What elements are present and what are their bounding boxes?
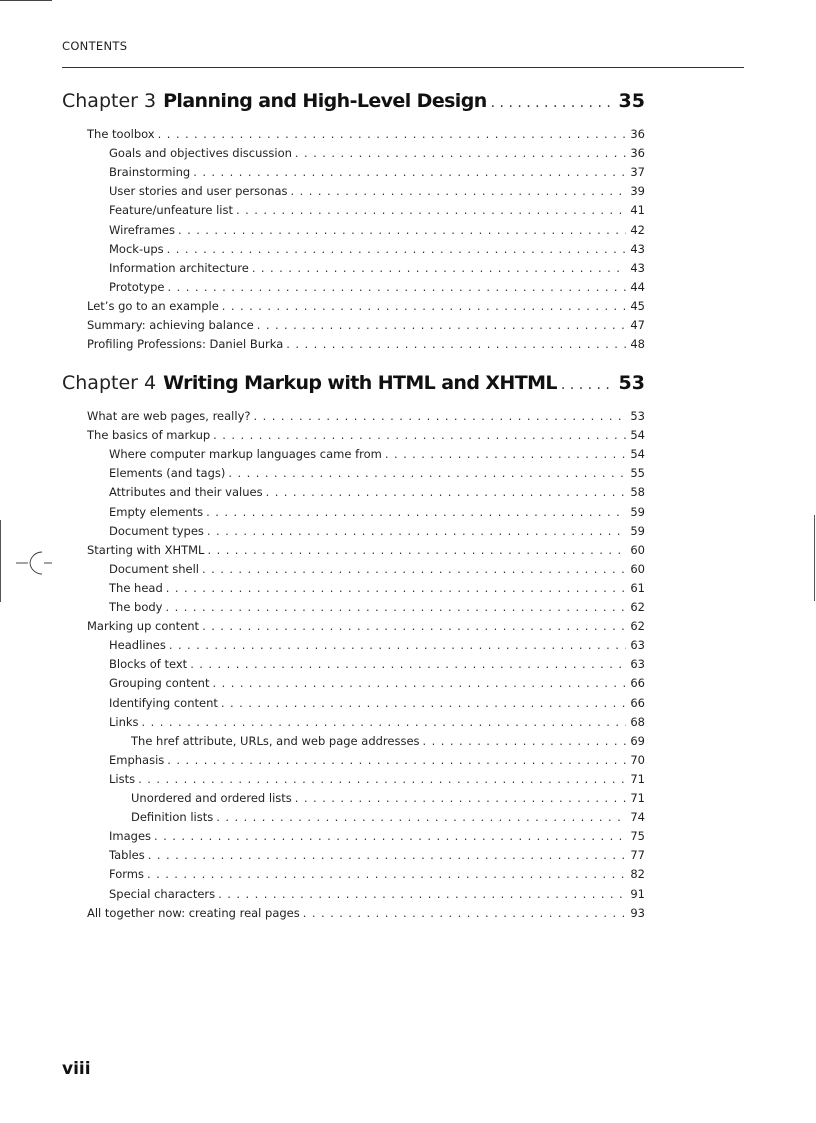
toc-entry-title: Prototype (109, 279, 165, 294)
dot-leader (257, 316, 627, 335)
dot-leader (142, 713, 627, 732)
toc-entry-page: 55 (630, 466, 645, 481)
toc-entry-page: 66 (630, 695, 645, 710)
toc-entry[interactable] (109, 240, 645, 259)
toc-entry[interactable] (109, 751, 645, 770)
dot-leader (286, 335, 626, 354)
toc-entry-title: Feature/unfeature list (109, 203, 233, 218)
toc-entry-title: Mock-ups (109, 241, 164, 256)
toc-entry-title: Elements (and tags) (109, 466, 226, 481)
dot-leader (266, 483, 627, 502)
toc-entry[interactable] (109, 445, 645, 464)
dot-leader (423, 732, 627, 751)
toc-entry-title: Document shell (109, 561, 199, 576)
toc-entry[interactable] (109, 221, 645, 240)
dot-leader (166, 579, 627, 598)
dot-leader (491, 95, 615, 111)
dot-leader (138, 770, 626, 789)
toc-entry-page: 77 (630, 848, 645, 863)
toc-entry[interactable] (87, 541, 645, 560)
chapter-title: Planning and High-Level Design (163, 90, 487, 112)
toc-entry-title: Document types (109, 523, 204, 538)
toc-entry-title: Where computer markup languages came from (109, 447, 382, 462)
toc-entry-title: Attributes and their values (109, 485, 263, 500)
toc-entry[interactable] (109, 865, 645, 884)
toc-entry-page: 54 (630, 428, 645, 443)
dot-leader (295, 789, 627, 808)
dot-leader (291, 182, 627, 201)
toc-entry-title: Profiling Professions: Daniel Burka (87, 337, 284, 352)
toc-entry[interactable] (109, 182, 645, 201)
toc-entry[interactable] (87, 426, 645, 445)
chapter-heading[interactable] (62, 372, 645, 398)
toc-entry-title: Identifying content (109, 695, 218, 710)
toc-entry-title: Wireframes (109, 222, 175, 237)
toc-entry-title: Summary: achieving balance (87, 318, 254, 332)
crop-mark-right (814, 515, 815, 601)
dot-leader (148, 846, 627, 865)
toc-entry-page: 68 (630, 714, 645, 729)
toc-entry[interactable] (109, 464, 645, 483)
toc-entry-title: Headlines (109, 638, 166, 653)
toc-entry-title: Empty elements (109, 504, 204, 519)
toc-entry-page: 82 (630, 867, 645, 882)
toc-entry-title: Forms (109, 867, 144, 882)
toc-entry[interactable] (109, 483, 645, 502)
toc-entry-title: Lists (109, 771, 136, 786)
toc-entry-page: 93 (630, 905, 645, 920)
toc-entry[interactable] (87, 297, 645, 316)
toc-entry-page: 44 (630, 279, 645, 294)
dot-leader (167, 278, 626, 297)
dot-leader (228, 464, 626, 483)
dot-leader (207, 541, 626, 560)
chapter-number: Chapter 3 (62, 90, 157, 112)
toc-entry-page: 43 (630, 260, 645, 275)
crop-mark-top (0, 0, 52, 1)
toc-entry-title: Unordered and ordered lists (131, 791, 292, 805)
toc-entry[interactable] (131, 808, 645, 827)
dot-leader (561, 377, 615, 393)
toc-entry-page: 59 (630, 504, 645, 519)
toc-entry[interactable] (109, 503, 645, 522)
toc-entry[interactable] (109, 655, 645, 674)
toc-entry-page: 39 (630, 184, 645, 199)
toc-entry[interactable] (109, 827, 645, 846)
dot-leader (169, 636, 627, 655)
toc-entry[interactable] (109, 579, 645, 598)
dot-leader (206, 503, 626, 522)
chapter-heading[interactable] (62, 90, 645, 116)
toc-entry-title: Images (109, 829, 152, 844)
toc-entry-title: All together now: creating real pages (87, 905, 300, 920)
chapter-page-number: 53 (618, 372, 645, 394)
toc-entry[interactable] (109, 770, 645, 789)
toc-entry[interactable] (109, 674, 645, 693)
toc-entry-page: 58 (630, 485, 645, 500)
toc-entry-title: Special characters (109, 886, 216, 901)
toc-entry[interactable] (109, 259, 645, 278)
toc-entry-page: 36 (630, 127, 645, 141)
toc-entry-title: The toolbox (87, 127, 155, 141)
toc-entry-title: Let’s go to an example (87, 298, 219, 313)
dot-leader (167, 751, 626, 770)
dot-leader (253, 407, 626, 426)
toc-entry-page: 91 (630, 886, 645, 901)
toc-entry-page: 36 (630, 146, 645, 161)
dot-leader (252, 259, 627, 278)
chapter-number: Chapter 4 (62, 372, 157, 394)
toc-entry-page: 71 (630, 791, 645, 805)
crop-mark-left (0, 520, 1, 602)
toc-entry[interactable] (109, 846, 645, 865)
toc-entry-page: 60 (630, 561, 645, 576)
dot-leader (147, 865, 626, 884)
toc-entry-page: 69 (630, 733, 645, 748)
toc-entry-page: 71 (630, 771, 645, 786)
toc-entry-title: Definition lists (131, 810, 214, 825)
toc-entry-page: 63 (630, 638, 645, 653)
toc-entry[interactable] (87, 335, 645, 354)
toc-entry[interactable] (109, 278, 645, 297)
toc-entry-title: Brainstorming (109, 165, 191, 180)
toc-entry[interactable] (131, 732, 645, 751)
toc-entry[interactable] (87, 407, 645, 426)
dot-leader (221, 694, 626, 713)
dot-leader (218, 885, 626, 904)
toc-entry-page: 74 (630, 810, 645, 825)
toc-entry-page: 61 (630, 580, 645, 595)
toc-entry-title: Grouping content (109, 676, 210, 691)
toc-entry-page: 45 (630, 298, 645, 313)
dot-leader (166, 598, 627, 617)
toc-entry-page: 53 (630, 409, 645, 423)
toc-entry-page: 37 (630, 165, 645, 180)
dot-leader (207, 522, 626, 541)
page-number: viii (62, 1059, 91, 1079)
header-rule (62, 67, 744, 68)
toc-entry[interactable] (87, 617, 645, 636)
toc-entry[interactable] (109, 598, 645, 617)
dot-leader (178, 221, 626, 240)
toc-entry-title: User stories and user personas (109, 184, 288, 199)
dot-leader (202, 560, 626, 579)
toc-entry-title: Marking up content (87, 619, 200, 634)
toc-entry[interactable] (109, 713, 645, 732)
dot-leader (212, 674, 626, 693)
dot-leader (193, 163, 626, 182)
toc-entry-page: 75 (630, 829, 645, 844)
toc-entry-page: 48 (630, 337, 645, 352)
dot-leader (190, 655, 626, 674)
dot-leader (167, 240, 627, 259)
toc-entry[interactable] (109, 163, 645, 182)
toc-entry-page: 63 (630, 657, 645, 672)
dot-leader (158, 125, 627, 144)
dot-leader (213, 426, 626, 445)
toc-entry-page: 62 (630, 600, 645, 614)
chapter-page-number: 35 (618, 90, 645, 112)
toc-entry-page: 43 (630, 241, 645, 256)
toc-entry[interactable] (87, 125, 645, 144)
chapter-title: Writing Markup with HTML and XHTML (163, 372, 557, 394)
toc-entry[interactable] (109, 694, 645, 713)
toc-entry[interactable] (109, 636, 645, 655)
running-head: CONTENTS (62, 39, 128, 53)
toc-entry-page: 42 (630, 222, 645, 237)
registration-mark-icon (14, 548, 54, 578)
dot-leader (216, 808, 626, 827)
toc-entry-page: 66 (630, 676, 645, 691)
toc-entry-page: 59 (630, 523, 645, 538)
toc-entry-page: 47 (630, 318, 645, 332)
toc-entry-title: The head (109, 580, 163, 595)
toc-entry[interactable] (109, 522, 645, 541)
toc-entry-page: 62 (630, 619, 645, 634)
dot-leader (202, 617, 626, 636)
toc-entry-title: The basics of markup (87, 428, 211, 443)
toc-entry-title: Blocks of text (109, 657, 188, 672)
toc-entry[interactable] (109, 885, 645, 904)
dot-leader (154, 827, 626, 846)
toc-entry-title: Information architecture (109, 260, 249, 275)
toc-entry[interactable] (131, 789, 645, 808)
toc-entry-title: Starting with XHTML (87, 542, 205, 557)
toc-entry-title: Links (109, 714, 139, 729)
toc-entry-page: 41 (630, 203, 645, 218)
dot-leader (222, 297, 627, 316)
toc-entry-title: Tables (109, 848, 145, 863)
toc-entry[interactable] (109, 144, 645, 163)
toc-entry[interactable] (87, 904, 645, 923)
toc-entry-title: The href attribute, URLs, and web page addresses (131, 733, 420, 748)
toc-entry[interactable] (109, 560, 645, 579)
toc-entry-title: The body (109, 600, 163, 614)
toc-entry-page: 60 (630, 542, 645, 557)
dot-leader (295, 144, 626, 163)
toc-entry[interactable] (109, 201, 645, 220)
toc-entry-page: 54 (630, 447, 645, 462)
toc-entry[interactable] (87, 316, 645, 335)
toc-entry-title: Emphasis (109, 752, 165, 767)
dot-leader (385, 445, 627, 464)
toc-entry-title: Goals and objectives discussion (109, 146, 292, 161)
toc-entry-page: 70 (630, 752, 645, 767)
dot-leader (236, 201, 626, 220)
dot-leader (303, 904, 627, 923)
toc-entry-title: What are web pages, really? (87, 409, 251, 423)
